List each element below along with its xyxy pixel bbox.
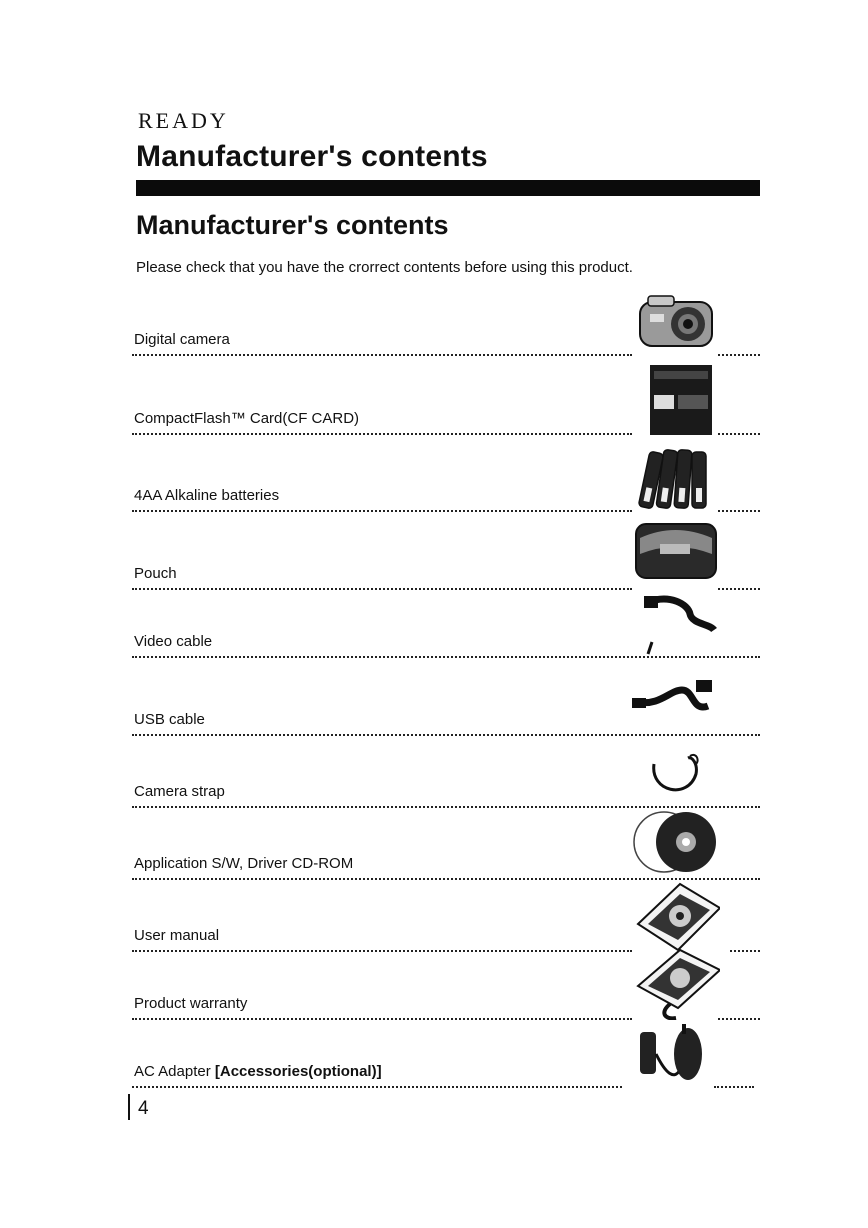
page-title: Manufacturer's contents [136, 210, 449, 240]
item-label: Application S/W, Driver CD-ROM [134, 855, 354, 872]
list-item-camera-strap [132, 728, 760, 808]
camera-strap-icon [630, 734, 720, 808]
list-item-digital-camera [132, 276, 760, 356]
list-item-video-cable [132, 578, 760, 658]
item-label: Pouch [134, 565, 177, 582]
list-item-cd-rom [132, 800, 760, 880]
dot-leader [132, 1086, 622, 1088]
list-item-batteries [132, 432, 760, 512]
section-tag: READY [138, 108, 229, 133]
list-item-ac-adapter [132, 1008, 760, 1088]
item-label: Video cable [134, 633, 213, 650]
optional-note: [Accessories(optional)] [214, 1063, 382, 1080]
header-bar [136, 180, 760, 196]
dot-leader [714, 1086, 754, 1088]
cf-card-icon [630, 361, 720, 435]
usb-cable-icon [630, 662, 720, 736]
list-item-usb-cable [132, 656, 760, 736]
item-label: CompactFlash™ Card(CF CARD) [134, 410, 360, 427]
item-label: Camera strap [134, 783, 225, 800]
item-label: User manual [134, 927, 220, 944]
digital-camera-icon [630, 282, 720, 356]
item-label: 4AA Alkaline batteries [134, 487, 280, 504]
item-label: Digital camera [134, 331, 230, 348]
ac-adapter-icon [630, 1014, 720, 1088]
page-number: 4 [128, 1094, 149, 1120]
video-cable-icon [630, 584, 720, 658]
header-title: Manufacturer's contents [136, 140, 488, 173]
intro-text: Please check that you have the crorrect contents before using this product. [136, 259, 633, 276]
batteries-icon [630, 438, 720, 512]
item-label: USB cable [134, 711, 205, 728]
page-number-bar [128, 1094, 130, 1120]
list-item-cf-card [132, 355, 760, 435]
item-label: Product warranty [134, 995, 248, 1012]
item-label: AC Adapter [Accessories(optional)] [134, 1063, 382, 1080]
cd-rom-icon [630, 806, 720, 880]
